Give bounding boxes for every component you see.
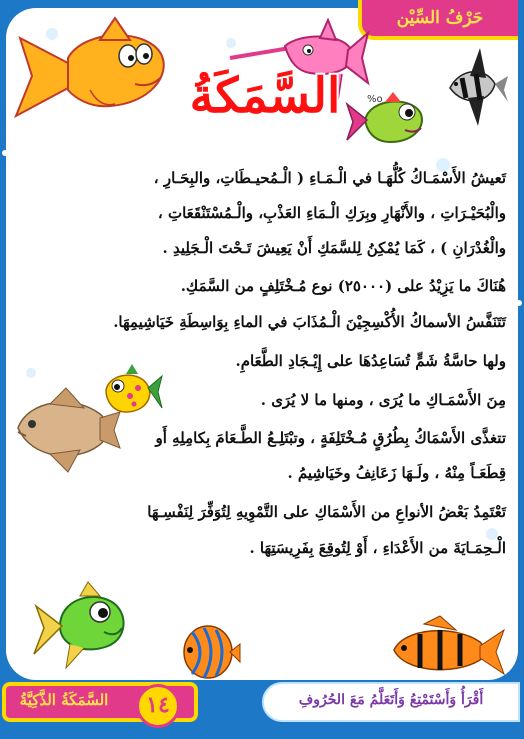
paragraph-line: مِنَ الأَسْمَـاكِ ما يُرَى ، ومنها ما لا يُرَى . <box>260 391 506 409</box>
paragraph-line: والْغُدْرَانِ ) ، كَمَا يُمْكِنُ لِلسَّمَكِ أَنْ يَعِيشَ تَـحْتَ الْـجَلِيدِ . <box>162 239 506 257</box>
page-title: السَّمَكَةُ <box>189 68 341 124</box>
green-cartoon-fish-icon <box>30 582 140 672</box>
paragraph-line: هُنَاكَ ما يَزِيْدُ على (٢٥٠٠٠) نوع مُـخْتَلِفٍ من السَّمَكِ. <box>180 277 506 295</box>
svg-text:%o: %o <box>367 94 383 105</box>
slogan-text: أَقْرَأُ وَأَسْتَمْتِعُ وَأَتَعَلَّمُ مَعَ الحُرُوفِ <box>298 692 484 708</box>
angelfish-icon <box>440 48 510 128</box>
paragraph-line: الْـحِمَـايَةَ من الأَعْدَاءِ ، أَوْ لِتُوقِعَ بِفَرِيسَتِهَا . <box>249 539 506 557</box>
paragraph-line: قِطَعَـاً مِنْهُ ، ولَـهَا زَعَانِفُ وخَيَاشِيمُ . <box>287 464 506 482</box>
series-title: السَّمَكَةُ الذَّكِيَّةُ <box>19 691 109 709</box>
bubble <box>516 300 522 306</box>
slogan-banner <box>262 682 520 722</box>
brown-fish-icon <box>10 388 120 472</box>
paragraph-line: والْبُحَيْـرَاتِ ، والأَنْهَارِ وبِرَكِ الْـمَاءِ العَذْبِ، والْـمُسْتَنْقَعَاتِ ، <box>157 204 506 222</box>
bubble <box>2 150 8 156</box>
letter-tab <box>358 0 518 40</box>
bubble <box>26 368 36 378</box>
discus-fish-icon <box>180 622 240 684</box>
series-badge <box>2 682 198 722</box>
orange-fish-icon <box>10 18 170 128</box>
paragraph-line: تَعْتَمِدُ بَعْضُ الأنواعِ من الأَسْمَاكِ على التَّمْوِيهِ لِتُوَفِّرَ لِنَفْسِـهَا <box>147 503 506 521</box>
paragraph-line: تتغذَّى الأَسْمَاكُ بِطُرُقٍ مُـخْتَلِفَةٍ ، وتبْتَلِـعُ الطَّـعَامَ بِكامِلِهِ أَو <box>155 429 506 447</box>
paragraph-line: تَتَنَفَّسُ الأسماكُ الأُكْسِجِيْنَ الْـمُذَابَ في الماءِ بِوَاسِطَةِ خَيَاشِيمِهَا. <box>113 313 506 331</box>
letter-tab-label: حَرْفُ السِّيْن <box>396 8 484 28</box>
paragraph-line: تَعيشُ الأَسْمَـاكُ كُلُّهَـا في الْـمَـاءِ ( الْـمُحيـطَاتِ، والبِحَـارِ ، <box>153 169 506 187</box>
paragraph-line: ولها حاسَّةُ شَمٍّ تُسَاعِدُهَا على إِيْـجَادِ الطَّعَامِ. <box>235 352 506 370</box>
footer <box>0 680 524 739</box>
striped-fish-icon <box>384 616 504 682</box>
page-number: ١٤ <box>136 684 180 728</box>
